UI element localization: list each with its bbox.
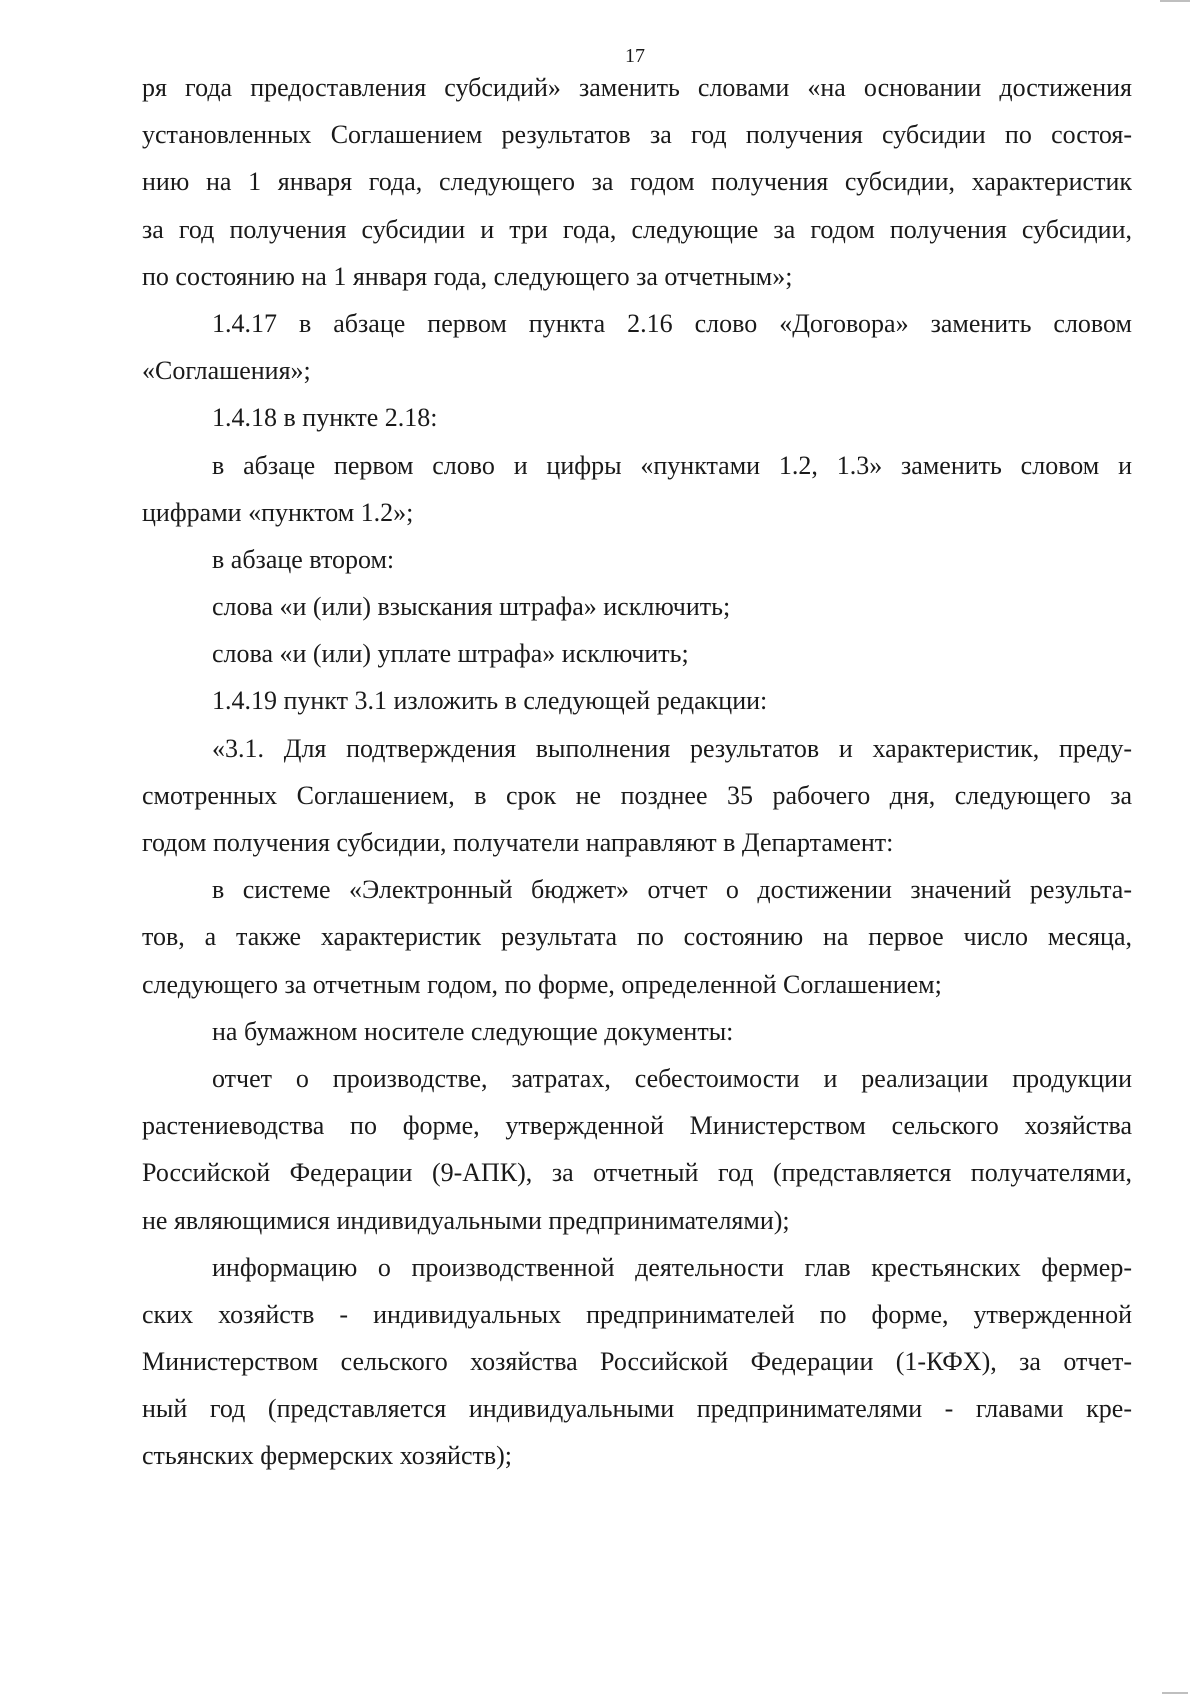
scan-mark-top-right xyxy=(1160,0,1190,2)
text-line: тов, а также характеристик результата по состоянию на первое число месяца, xyxy=(142,922,1132,952)
text-line: 1.4.17 в абзаце первом пункта 2.16 слово «Договора» заменить словом xyxy=(212,308,1132,338)
scan-mark-bottom-right xyxy=(1162,1692,1188,1694)
page-number: 17 xyxy=(625,45,645,67)
text-line: отчет о производстве, затратах, себестоимости и реализации продукции xyxy=(212,1063,1132,1093)
text-line: слова «и (или) взыскания штрафа» исключить; xyxy=(212,592,731,622)
text-line: в абзаце втором: xyxy=(212,544,395,574)
text-line: годом получения субсидии, получатели направляют в Департамент: xyxy=(142,828,894,857)
text-line: растениеводства по форме, утвержденной Министерством сельского хозяйства xyxy=(142,1111,1132,1141)
text-line: «Соглашения»; xyxy=(142,356,311,386)
text-line: «3.1. Для подтверждения выполнения результатов и характеристик, преду- xyxy=(212,733,1132,763)
text-line: слова «и (или) уплате штрафа» исключить; xyxy=(212,639,689,669)
text-line: 1.4.18 в пункте 2.18: xyxy=(212,403,438,433)
text-line: 1.4.19 пункт 3.1 изложить в следующей редакции: xyxy=(212,686,768,716)
text-line: стьянских фермерских хозяйств); xyxy=(142,1441,513,1471)
text-line: цифрами «пунктом 1.2»; xyxy=(142,497,414,527)
text-line: ских хозяйств - индивидуальных предпринимателей по форме, утвержденной xyxy=(142,1299,1132,1329)
text-line: не являющимися индивидуальными предпринимателями); xyxy=(142,1205,790,1235)
text-line: Министерством сельского хозяйства Российской Федерации (1-КФХ), за отчет- xyxy=(142,1347,1132,1377)
text-line: ря года предоставления субсидий» заменить словами «на основании достижения xyxy=(142,73,1132,102)
text-line: установленных Соглашением результатов за год получения субсидии по состоя- xyxy=(142,120,1132,150)
text-line: на бумажном носителе следующие документы: xyxy=(212,1016,734,1046)
text-line: по состоянию на 1 января года, следующего за отчетным»; xyxy=(142,261,793,291)
text-line: Российской Федерации (9-АПК), за отчетный год (представляется получателями, xyxy=(142,1158,1132,1188)
text-line: нию на 1 января года, следующего за годом получения субсидии, характеристик xyxy=(142,167,1132,197)
document-body xyxy=(142,64,1132,1480)
text-line: информацию о производственной деятельности глав крестьянских фермер- xyxy=(212,1252,1132,1282)
text-line: в системе «Электронный бюджет» отчет о достижении значений результа- xyxy=(212,875,1132,905)
text-line: за год получения субсидии и три года, следующие за годом получения субсидии, xyxy=(142,214,1132,244)
text-line: следующего за отчетным годом, по форме, определенной Соглашением; xyxy=(142,969,942,999)
text-line: в абзаце первом слово и цифры «пунктами 1.2, 1.3» заменить словом и xyxy=(212,450,1132,480)
text-line: ный год (представляется индивидуальными предпринимателями - главами кре- xyxy=(142,1394,1132,1424)
text-line: смотренных Соглашением, в срок не позднее 35 рабочего дня, следующего за xyxy=(142,780,1132,810)
